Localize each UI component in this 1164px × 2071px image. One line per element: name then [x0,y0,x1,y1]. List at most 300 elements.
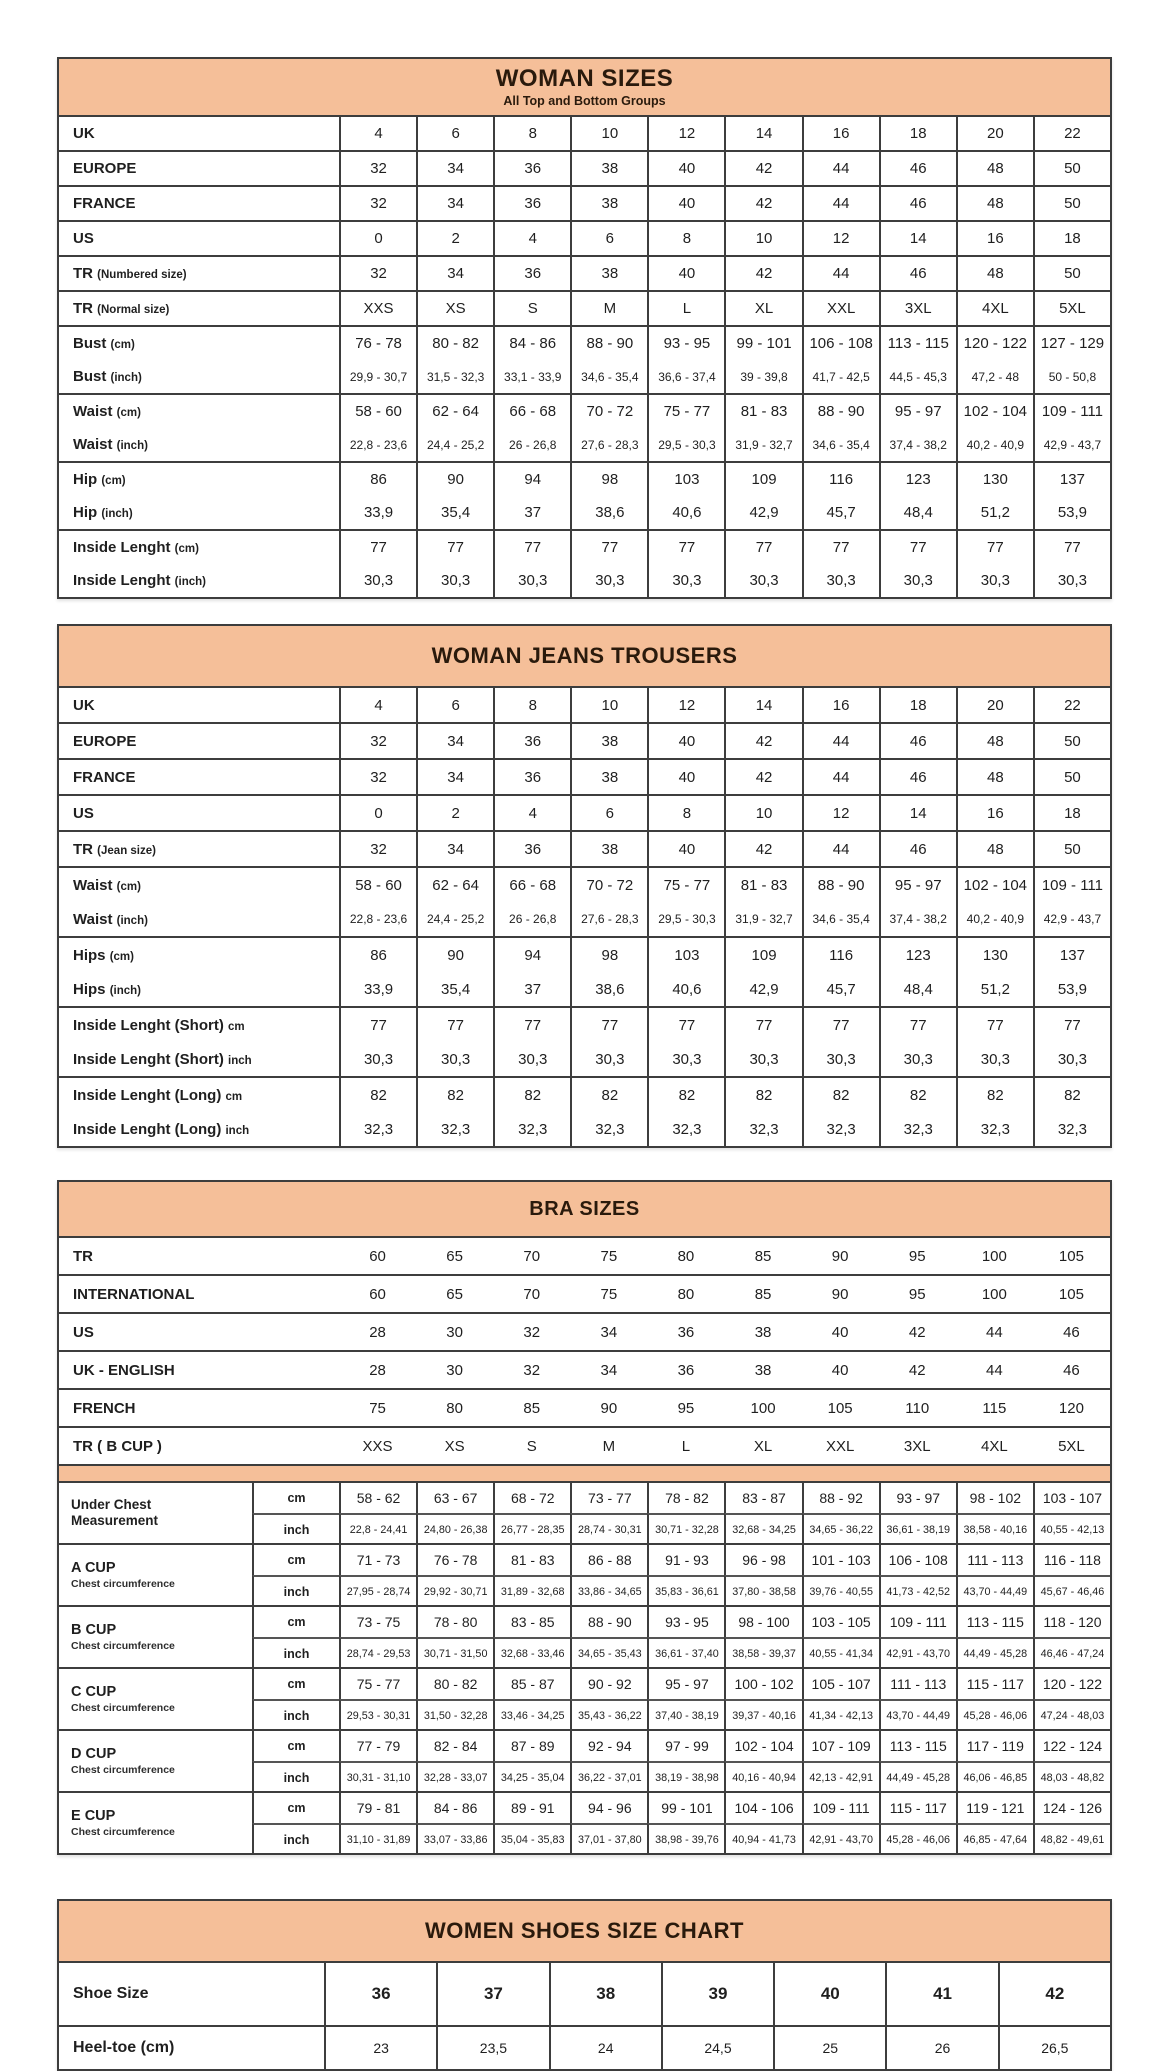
value-cell: 42 [724,257,801,290]
value-cell: 22 [1033,117,1110,150]
bra-conversion-row [59,1388,1110,1426]
row-group [59,325,1110,393]
table-row [59,796,1110,830]
value-cell: 38,6 [570,496,647,529]
value-cell: 46 [1063,1323,1080,1341]
unit-cm: cm [252,1545,339,1575]
value-cell: 38,98 - 39,76 [647,1823,724,1855]
row-label: Bust (cm) [73,335,135,352]
value-cell: 27,6 - 28,3 [570,902,647,936]
value-cell: 77 [1033,531,1110,564]
value-cell: 109 - 111 [1033,395,1110,428]
table-row [59,902,1110,936]
value-cell: 77 [493,531,570,564]
table-row [59,395,1110,428]
value-cell: 46,06 - 46,85 [956,1761,1033,1793]
value-cell: 35,4 [416,972,493,1006]
value-cell: 127 - 129 [1033,327,1110,360]
value-cell: 0 [339,796,416,830]
value-cell: 60 [369,1247,386,1265]
value-cell: 12 [802,222,879,255]
value-cell: 12 [647,688,724,722]
row-group [59,758,1110,794]
value-cell: 111 - 113 [956,1545,1033,1575]
value-cell: 98 - 100 [724,1607,801,1637]
value-cell: 48,82 - 49,61 [1033,1823,1110,1855]
value-cell: 105 [1058,1247,1084,1265]
value-cell: 26 - 26,8 [493,428,570,461]
value-cell: 80 - 82 [416,1669,493,1699]
value-cell: 12 [647,117,724,150]
value-cell: 4 [493,796,570,830]
unit-cm: cm [252,1793,339,1823]
bra-conversion-row [59,1238,1110,1274]
row-label: Inside Lenght (inch) [73,572,206,589]
value-cell: 40,16 - 40,94 [724,1761,801,1793]
cup-label [59,1793,252,1853]
value-cell: 34,6 - 35,4 [802,902,879,936]
value-cell: 44 [986,1323,1003,1341]
value-cell: 5XL [1033,292,1110,325]
value-cell: 46 [1063,1361,1080,1379]
value-cell: 75 [600,1247,618,1265]
value-cell: 111 - 113 [879,1669,956,1699]
shoes-header [59,1901,1110,1963]
shoes-title: WOMEN SHOES SIZE CHART [424,1917,744,1943]
value-cell: 105 [827,1399,853,1417]
row-label: INTERNATIONAL [73,1285,195,1303]
value-cell: S [526,1437,537,1455]
value-cell: XL [724,292,801,325]
value-cell: 31,89 - 32,68 [493,1575,570,1607]
bra-separator-band [59,1464,1110,1483]
value-cell: 60 [369,1285,386,1303]
value-cell: 20 [956,688,1033,722]
value-cell: 88 - 90 [570,1607,647,1637]
value-cell: 82 [493,1078,570,1112]
value-cell: 3XL [879,292,956,325]
value-cell: 82 [879,1078,956,1112]
row-label-note: (Jean size) [97,844,156,857]
value-cell: 30 [446,1361,463,1379]
value-cell: 120 - 122 [1033,1669,1110,1699]
value-cell: 48 [956,257,1033,290]
value-cell: 130 [956,463,1033,496]
value-cell: 83 - 87 [724,1483,801,1513]
value-cell: 29,53 - 30,31 [339,1699,416,1731]
value-cell: 94 [493,463,570,496]
value-cell: 109 - 111 [802,1793,879,1823]
value-cell: 46 [879,187,956,220]
value-cell: 34 [416,257,493,290]
value-cell: 28 [369,1361,386,1379]
value-cell: 77 [724,531,801,564]
value-cell: 115 - 117 [879,1793,956,1823]
woman-sizes-body [59,117,1110,597]
row-label-note: (inch) [109,984,141,997]
value-cell: 77 [879,1008,956,1042]
table-row [59,832,1110,866]
value-cell: 45,67 - 46,46 [1033,1575,1110,1607]
value-cell: 46 [879,724,956,758]
value-cell: 40 [647,152,724,185]
value-cell: 38 [570,760,647,794]
cup-label-main: Under Chest Measurement [71,1497,159,1528]
row-label-note: cm [228,1020,245,1033]
cup-label-sub: Chest circumference [71,1701,175,1714]
value-cell: 58 - 62 [339,1483,416,1513]
cup-label-sub: Chest circumference [71,1825,175,1838]
value-cell: 81 - 83 [724,395,801,428]
value-cell: 100 [981,1247,1007,1265]
value-cell: 50 [1033,187,1110,220]
value-cell: 33,86 - 34,65 [570,1575,647,1607]
value-cell: 42,91 - 43,70 [879,1637,956,1669]
value-cell: 0 [339,222,416,255]
value-cell: 42,9 - 43,7 [1033,902,1110,936]
value-cell: 81 - 83 [724,868,801,902]
value-cell: 42 [724,152,801,185]
value-cell: 39 - 39,8 [724,360,801,393]
value-cell: 137 [1033,938,1110,972]
value-cell: 38 [570,832,647,866]
row-label: Hip (cm) [73,471,126,488]
row-label: Hips (cm) [73,946,134,964]
value-cell: L [681,1437,691,1455]
cup-label-main: E CUP [71,1808,116,1825]
unit-cm: cm [252,1483,339,1513]
value-cell: 77 [570,1008,647,1042]
value-cell: 90 [600,1399,618,1417]
cup-label-main: D CUP [71,1746,117,1763]
unit-inch: inch [252,1823,339,1855]
value-cell: 68 - 72 [493,1483,570,1513]
row-label-note: (inch) [110,372,142,384]
value-cell: 4 [339,688,416,722]
value-cell: 37 [436,1963,548,2025]
value-cell: 80 [677,1247,695,1265]
value-cell: 91 - 93 [647,1545,724,1575]
value-cell: XXL [802,292,879,325]
row-label: US [73,804,94,822]
row-label: FRANCE [73,195,136,212]
value-cell: 42 [908,1323,926,1341]
value-cell: 62 - 64 [416,868,493,902]
table-row [59,327,1110,360]
value-cell: 95 - 97 [647,1669,724,1699]
value-cell: 93 - 95 [647,327,724,360]
value-cell: 34,6 - 35,4 [570,360,647,393]
shoes-row [59,1963,1110,2025]
value-cell: 75 - 77 [647,868,724,902]
cup-label-main: B CUP [71,1622,117,1639]
value-cell: 116 [802,463,879,496]
value-cell: 30,3 [1033,564,1110,597]
value-cell: 6 [416,688,493,722]
value-cell: 46 [879,152,956,185]
value-cell: 26 - 26,8 [493,902,570,936]
table-row [59,1112,1110,1146]
value-cell: 80 - 82 [416,327,493,360]
value-cell: 46,85 - 47,64 [956,1823,1033,1855]
row-label: Waist (cm) [73,403,141,420]
value-cell: 38 [754,1361,772,1379]
row-group [59,117,1110,150]
value-cell: 14 [879,222,956,255]
value-cell: 82 [956,1078,1033,1112]
row-label: TR (Numbered size) [73,265,187,282]
value-cell: 88 - 90 [802,395,879,428]
value-cell: 36 [324,1963,436,2025]
value-cell: 30,31 - 31,10 [339,1761,416,1793]
value-cell: 36 [493,152,570,185]
value-cell: 77 [416,1008,493,1042]
bra-conversion-row [59,1426,1110,1464]
value-cell: 48 [956,760,1033,794]
table-row [59,463,1110,496]
value-cell: 45,28 - 46,06 [879,1823,956,1855]
value-cell: 31,9 - 32,7 [724,428,801,461]
value-cell: 70 - 72 [570,395,647,428]
value-cell: 24,4 - 25,2 [416,428,493,461]
value-cell: M [570,292,647,325]
cup-label-main: A CUP [71,1560,116,1577]
value-cell: 94 [493,938,570,972]
cup-label-sub: Chest circumference [71,1763,175,1776]
bra-cup-body [59,1483,1110,1853]
value-cell: 34 [600,1323,618,1341]
value-cell: 14 [724,688,801,722]
value-cell: 42,13 - 42,91 [802,1761,879,1793]
value-cell: 31,10 - 31,89 [339,1823,416,1855]
table-row [59,1042,1110,1076]
value-cell: 85 - 87 [493,1669,570,1699]
value-cell: 8 [493,688,570,722]
value-cell: 63 - 67 [416,1483,493,1513]
value-cell: 38 [570,724,647,758]
value-cell: 82 [802,1078,879,1112]
value-cell: 77 [802,531,879,564]
value-cell: 34 [416,724,493,758]
value-cell: 30,71 - 31,50 [416,1637,493,1669]
row-label: Inside Lenght (Long) cm [73,1086,243,1104]
cup-group [59,1543,1110,1605]
value-cell: 33,1 - 33,9 [493,360,570,393]
value-cell: 110 [905,1399,930,1417]
row-label-note: inch [225,1124,250,1137]
bra-conversion-row [59,1274,1110,1312]
value-cell: 44 [802,832,879,866]
value-cell: 40 [647,760,724,794]
value-cell: 70 - 72 [570,868,647,902]
value-cell: 105 - 107 [802,1669,879,1699]
value-cell: 87 - 89 [493,1731,570,1761]
value-cell: 80 [677,1285,695,1303]
value-cell: 44,49 - 45,28 [879,1761,956,1793]
value-cell: 30,3 [1033,1042,1110,1076]
table-row [59,117,1110,150]
bra-conversion-row [59,1312,1110,1350]
table-row [59,1008,1110,1042]
value-cell: 37,01 - 37,80 [570,1823,647,1855]
value-cell: 10 [570,688,647,722]
value-cell: 40,2 - 40,9 [956,428,1033,461]
value-cell: 24,80 - 26,38 [416,1513,493,1545]
row-group [59,185,1110,220]
value-cell: 77 [647,1008,724,1042]
value-cell: S [493,292,570,325]
row-group [59,688,1110,722]
value-cell: 29,5 - 30,3 [647,428,724,461]
table-row [59,292,1110,325]
value-cell: 40,55 - 42,13 [1033,1513,1110,1545]
value-cell: 47,24 - 48,03 [1033,1699,1110,1731]
value-cell: 36,6 - 37,4 [647,360,724,393]
value-cell: 31,5 - 32,3 [416,360,493,393]
value-cell: 75 - 77 [647,395,724,428]
value-cell: 86 [339,463,416,496]
value-cell: 42,9 - 43,7 [1033,428,1110,461]
value-cell: 38 [570,152,647,185]
value-cell: 22,8 - 23,6 [339,902,416,936]
cup-group [59,1667,1110,1729]
value-cell: 31,50 - 32,28 [416,1699,493,1731]
value-cell: 86 [339,938,416,972]
row-label: Heel-toe (cm) [73,2039,175,2056]
value-cell: 4XL [980,1437,1008,1455]
value-cell: 42 [724,760,801,794]
value-cell: 124 - 126 [1033,1793,1110,1823]
value-cell: 50 [1033,152,1110,185]
value-cell: 34,65 - 35,43 [570,1637,647,1669]
cup-label-sub: Chest circumference [71,1639,175,1652]
value-cell: 109 - 111 [1033,868,1110,902]
value-cell: 78 - 82 [647,1483,724,1513]
value-cell: 10 [570,117,647,150]
table-row [59,222,1110,255]
row-group [59,150,1110,185]
value-cell: 79 - 81 [339,1793,416,1823]
value-cell: 30,3 [570,1042,647,1076]
value-cell: 77 [879,531,956,564]
row-label-note: (cm) [116,880,141,893]
value-cell: 66 - 68 [493,868,570,902]
bra-conversion-row [59,1350,1110,1388]
value-cell: 30,3 [956,564,1033,597]
value-cell: 119 - 121 [956,1793,1033,1823]
value-cell: 32,3 [879,1112,956,1146]
value-cell: 32,3 [493,1112,570,1146]
cup-group [59,1483,1110,1543]
value-cell: 44,5 - 45,3 [879,360,956,393]
value-cell: 118 - 120 [1033,1607,1110,1637]
value-cell: 75 [369,1399,386,1417]
value-cell: 51,2 [956,972,1033,1006]
row-label: UK - ENGLISH [73,1361,175,1379]
table-row [59,1078,1110,1112]
table-row [59,724,1110,758]
value-cell: 36 [493,724,570,758]
value-cell: 32 [339,724,416,758]
row-label-note: (cm) [116,407,141,419]
table-row [59,257,1110,290]
value-cell: 25 [773,2027,885,2069]
value-cell: 34 [416,152,493,185]
value-cell: 12 [802,796,879,830]
value-cell: 28,74 - 30,31 [570,1513,647,1545]
value-cell: 82 - 84 [416,1731,493,1761]
row-label-note: cm [225,1090,243,1103]
value-cell: 77 [493,1008,570,1042]
value-cell: 66 - 68 [493,395,570,428]
value-cell: 34 [416,760,493,794]
value-cell: 46 [879,257,956,290]
value-cell: 33,07 - 33,86 [416,1823,493,1855]
value-cell: 103 - 107 [1033,1483,1110,1513]
value-cell: 88 - 90 [570,327,647,360]
row-group [59,722,1110,758]
value-cell: 107 - 109 [802,1731,879,1761]
value-cell: 33,46 - 34,25 [493,1699,570,1731]
value-cell: 30,3 [493,1042,570,1076]
row-label-note: (inch) [116,440,148,452]
value-cell: 115 [982,1399,1007,1417]
value-cell: 82 [1033,1078,1110,1112]
value-cell: 40 [647,187,724,220]
value-cell: 44 [802,257,879,290]
value-cell: 8 [647,222,724,255]
value-cell: 38,58 - 39,37 [724,1637,801,1669]
value-cell: 102 - 104 [724,1731,801,1761]
row-label-note: (inch) [174,576,206,588]
value-cell: 30,3 [339,1042,416,1076]
value-cell: 32,3 [1033,1112,1110,1146]
value-cell: 29,5 - 30,3 [647,902,724,936]
value-cell: 77 [802,1008,879,1042]
value-cell: 8 [493,117,570,150]
value-cell: 116 - 118 [1033,1545,1110,1575]
value-cell: 4 [339,117,416,150]
value-cell: 58 - 60 [339,395,416,428]
value-cell: 106 - 108 [879,1545,956,1575]
row-label-note: (inch) [116,914,148,927]
row-label: Inside Lenght (Long) inch [73,1120,250,1138]
table-row [59,688,1110,722]
row-label: UK [73,125,95,142]
value-cell: 77 [956,531,1033,564]
value-cell: 10 [724,796,801,830]
value-cell: 33,9 [339,972,416,1006]
value-cell: 77 [339,1008,416,1042]
row-group [59,794,1110,830]
value-cell: 109 [724,463,801,496]
value-cell: 29,92 - 30,71 [416,1575,493,1607]
cup-label [59,1607,252,1667]
value-cell: 35,43 - 36,22 [570,1699,647,1731]
value-cell: 40,55 - 41,34 [802,1637,879,1669]
row-label: Inside Lenght (Short) inch [73,1050,252,1068]
bra-title: BRA SIZES [529,1198,640,1220]
value-cell: 40,6 [647,496,724,529]
value-cell: 26,77 - 28,35 [493,1513,570,1545]
value-cell: 65 [446,1247,463,1265]
value-cell: 45,7 [802,972,879,1006]
value-cell: 115 - 117 [956,1669,1033,1699]
value-cell: 73 - 77 [570,1483,647,1513]
value-cell: 104 - 106 [724,1793,801,1823]
value-cell: 120 - 122 [956,327,1033,360]
value-cell: 18 [1033,796,1110,830]
